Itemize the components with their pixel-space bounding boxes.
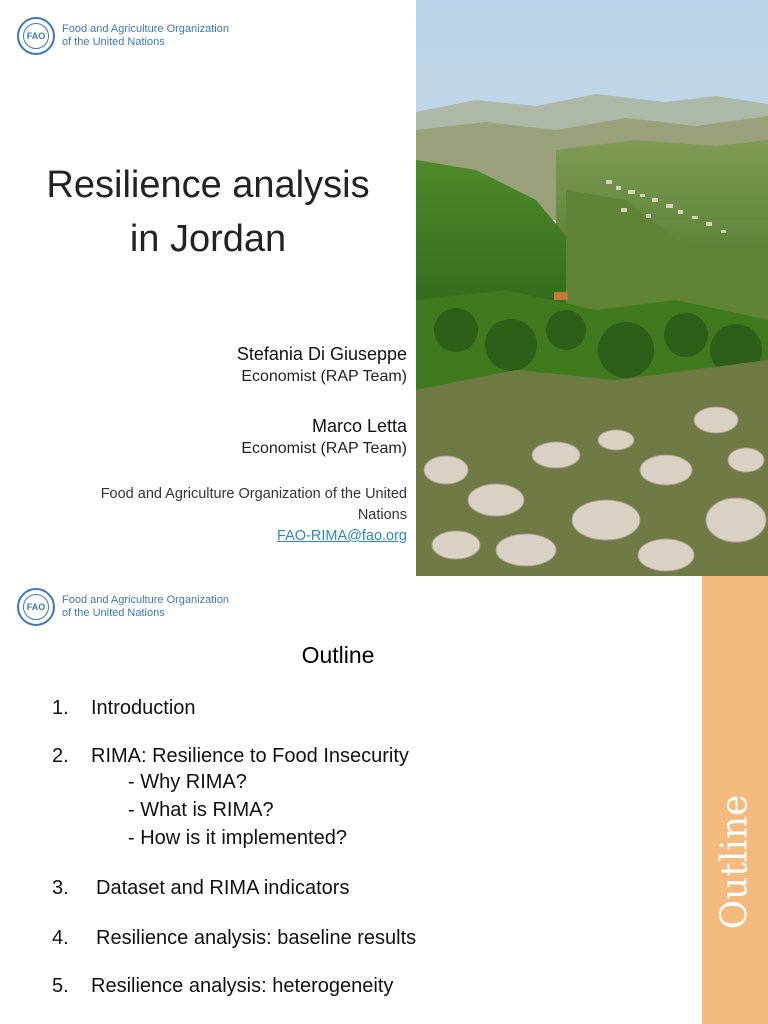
sub-item: - Why RIMA? [128,771,247,793]
landscape-photo [416,0,768,576]
list-item: 5. Resilience analysis: heterogeneity [52,975,394,997]
author-1 [237,342,407,388]
list-item: 1. Introduction [52,697,196,719]
sub-item: - What is RIMA? [128,799,274,821]
author-2 [241,414,407,460]
fao-emblem-icon: FAO [17,17,55,55]
fao-logo [17,588,229,626]
fao-logo-text: Food and Agriculture Organization of the United Nations [62,23,229,48]
fao-emblem-icon: FAO [17,588,55,626]
author-name: Marco Letta [311,416,407,436]
email-link[interactable]: FAO-RIMA@fao.org [277,528,407,544]
fao-logo [17,17,229,55]
list-item: 2. RIMA: Resilience to Food Insecurity [52,745,409,767]
fao-logo-text: Food and Agriculture Organization of the United Nations [62,594,229,619]
outline-title: Outline [301,642,375,668]
presentation-title: Resilience analysis in Jordan [46,164,370,260]
author-role: Economist (RAP Team) [241,440,407,457]
sub-item: - How is it implemented? [128,827,347,849]
organization-info: Food and Agriculture Organization of the United Nations FAO-RIMA@fao.org [20,484,407,547]
author-role: Economist (RAP Team) [241,368,407,385]
list-item: 4. Resilience analysis: baseline results [52,927,417,949]
list-item: 3. Dataset and RIMA indicators [52,877,350,899]
outline-side-label: Outline [714,794,756,930]
author-name: Stefania Di Giuseppe [236,344,407,364]
